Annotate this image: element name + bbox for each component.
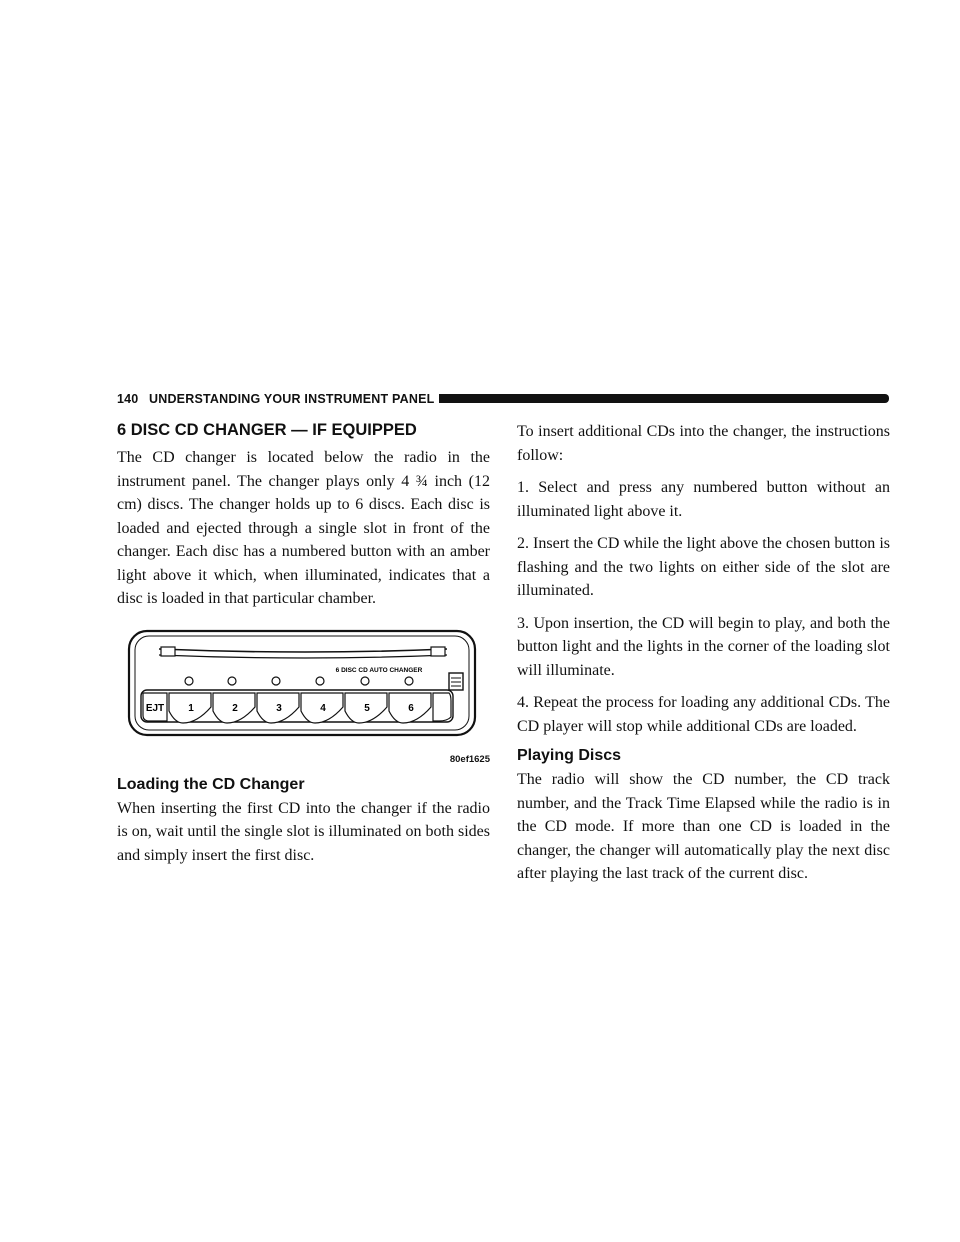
step-2: 2. Insert the CD while the light above the chosen button is flashing and the two lights on either side of the slot are illuminated. xyxy=(517,535,890,599)
slot-right-light xyxy=(431,647,445,656)
right-column xyxy=(517,420,890,886)
disc-button-4-label: 4 xyxy=(320,702,326,714)
playing-paragraph: The radio will show the CD number, the CD track number, and the Track Time Elapsed while the radio is in the CD mode. If more than one CD is loaded in the changer, the changer will automatically play the next disc after playing the last track of the current disc. xyxy=(517,771,890,882)
indicator-light-4 xyxy=(316,677,324,685)
page-number: 140 xyxy=(117,392,139,406)
playing-heading: Playing Discs xyxy=(517,747,622,764)
cd-changer-drawing xyxy=(117,625,490,755)
additional-intro: To insert additional CDs into the changer, the instructions follow: xyxy=(517,423,890,464)
left-column xyxy=(117,420,490,867)
panel-label: 6 DISC CD AUTO CHANGER xyxy=(335,666,423,674)
step-1: 1. Select and press any numbered button without an illuminated light above it. xyxy=(517,479,890,520)
step-3: 3. Upon insertion, the CD will begin to play, and both the button light and the lights in the corner of the loading slot will illuminate. xyxy=(517,614,890,679)
disc-button-2-label: 2 xyxy=(232,702,238,714)
step-4: 4. Repeat the process for loading any additional CDs. The CD player will stop while additional CDs are loaded. xyxy=(517,694,890,735)
indicator-light-3 xyxy=(272,677,280,685)
figure-caption: 80ef1625 xyxy=(449,753,490,765)
indicator-light-6 xyxy=(405,677,413,685)
indicator-light-5 xyxy=(361,677,369,685)
header-rule xyxy=(439,394,889,403)
disc-button-3-label: 3 xyxy=(276,702,282,714)
indicator-light-2 xyxy=(228,677,236,685)
loading-heading: Loading the CD Changer xyxy=(117,775,305,793)
slot-left-light xyxy=(161,647,175,656)
loading-paragraph: When inserting the first CD into the changer if the radio is on, wait until the single slot is illuminated on both sides and simply insert the first disc. xyxy=(117,799,490,864)
eject-label: EJT xyxy=(145,702,165,714)
intro-paragraph: The CD changer is located below the radio in the instrument panel. The changer plays only 4 ¾ inch (12 cm) discs. The changer holds up to 6 discs. Each disc is loaded and ejected through a single slot in front of the changer. Each disc has a numbered button with an amber light above it which, when illuminated, indicates that a disc is loaded in that particular chamber. xyxy=(117,449,490,607)
section-heading: 6 DISC CD CHANGER — IF EQUIPPED xyxy=(117,421,417,439)
cd-changer-illustration xyxy=(117,625,490,765)
disc-button-5-label: 5 xyxy=(364,702,370,714)
disc-button-6-label: 6 xyxy=(408,702,414,714)
indicator-light-1 xyxy=(185,677,193,685)
disc-button-1-label: 1 xyxy=(188,702,194,714)
page-header xyxy=(117,391,889,407)
section-title: UNDERSTANDING YOUR INSTRUMENT PANEL xyxy=(149,392,435,406)
end-cap xyxy=(433,693,451,721)
